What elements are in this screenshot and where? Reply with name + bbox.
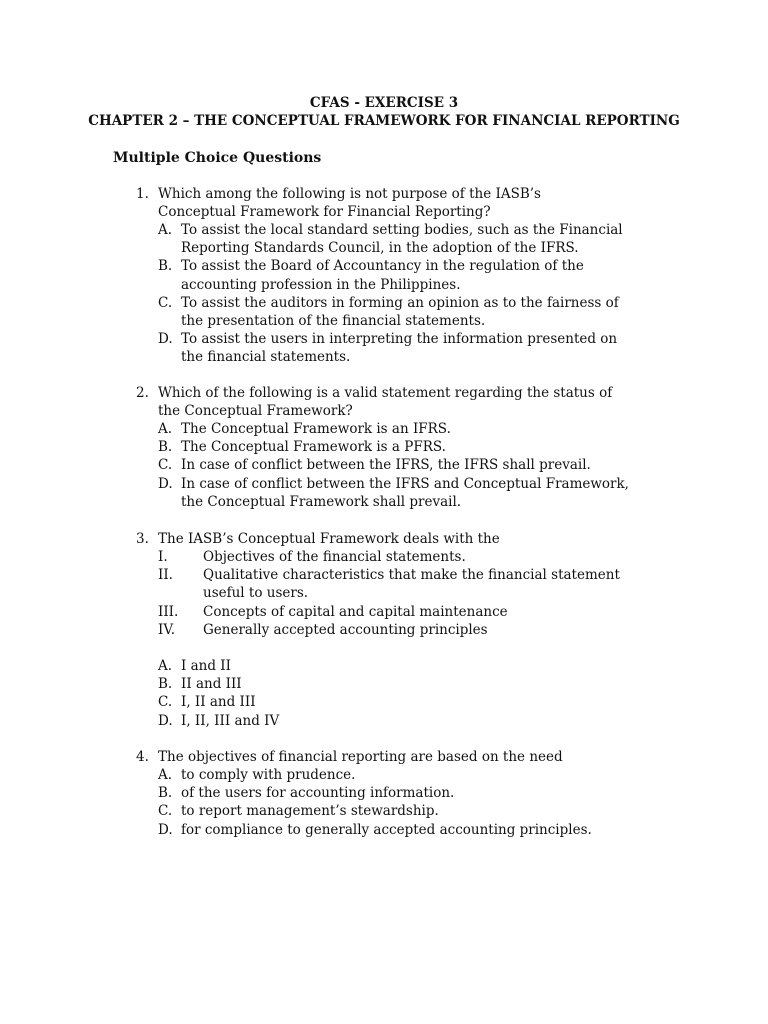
statement-item [0,566,768,602]
question-number: 3. [136,531,149,547]
statement-item [0,621,768,639]
statement-item [0,548,768,566]
choice-text: to comply with prudence. [181,767,356,783]
choice-item [0,475,768,511]
question-text: The objectives of financial reporting are based on the need [158,749,563,765]
statement-numeral: II. [158,567,173,584]
choice-item [0,821,768,839]
choice-letter: A. [158,421,173,437]
choice-letter: C. [158,457,173,474]
choice-letter: B. [158,785,173,802]
choice-item [0,257,768,293]
choice-letter: C. [158,803,173,820]
statement-numeral: I. [158,549,168,565]
question-1-choices [0,221,768,367]
choice-text: To assist the users in interpreting the information presented on the financial statements. [181,331,618,366]
choice-text: I and II [181,658,231,674]
statement-numeral: IV. [158,621,176,638]
choice-text: To assist the auditors in forming an opinion as to the fairness of the presentation of the financial statements. [181,294,619,330]
question-2-choices [0,420,768,511]
choice-letter: D. [158,331,173,348]
question-text: The IASB’s Conceptual Framework deals with the [158,531,500,547]
choice-letter: B. [158,439,173,456]
question-number: 4. [136,749,149,765]
choice-text: II and III [181,676,242,693]
question-text: Which of the following is a valid statement regarding the status of the Conceptual Framework? [158,385,613,420]
choice-text: In case of conflict between the IFRS, the IFRS shall prevail. [181,457,591,474]
statement-text: Objectives of the financial statements. [203,549,466,565]
choice-letter: A. [158,222,173,238]
question-number: 1. [136,186,149,202]
statement-text: Concepts of capital and capital maintenance [203,603,508,620]
choice-letter: B. [158,676,173,693]
choice-item [0,766,768,784]
choice-letter: C. [158,694,173,711]
section-heading: Multiple Choice Questions [113,150,322,166]
choice-text: The Conceptual Framework is an IFRS. [181,421,451,437]
statement-item [0,603,768,621]
document-title: CFAS - EXERCISE 3 [309,95,459,111]
choice-letter: A. [158,767,173,783]
choice-item [0,420,768,438]
choice-item [0,675,768,693]
choice-item [0,330,768,366]
choice-item [0,802,768,820]
choice-item [0,784,768,802]
chapter-title: CHAPTER 2 – THE CONCEPTUAL FRAMEWORK FOR FINANCIAL REPORTING [88,113,680,129]
choice-item [0,221,768,257]
choice-letter: C. [158,294,173,311]
choice-item [0,657,768,675]
choice-text: In case of conflict between the IFRS and Conceptual Framework, the Conceptual Framework shall prevail. [181,475,629,510]
question-3-statements [0,548,768,639]
choice-text: To assist the Board of Accountancy in the regulation of the accounting profession in the Philippines. [181,258,584,293]
choice-letter: D. [158,821,173,838]
choice-text: I, II, III and IV [181,712,280,729]
statement-text: Generally accepted accounting principles [203,621,488,638]
choice-letter: D. [158,712,173,729]
statement-text: Qualitative characteristics that make the financial statement useful to users. [203,567,620,602]
choice-text: to report management’s stewardship. [181,803,439,820]
choice-letter: D. [158,475,173,492]
question-text: Which among the following is not purpose of the IASB’s Conceptual Framework for Financial Reporting? [158,186,541,221]
choice-text: The Conceptual Framework is a PFRS. [181,439,446,456]
choice-item [0,693,768,711]
choice-text: To assist the local standard setting bodies, such as the Financial Reporting Standards Council, in the adoption of the IFRS. [181,222,623,257]
choice-letter: A. [158,658,173,674]
choice-item [0,438,768,456]
choice-text: for compliance to generally accepted accounting principles. [181,821,592,838]
question-number: 2. [136,385,149,401]
choice-item [0,712,768,730]
statement-numeral: III. [158,603,179,620]
question-3-choices [0,657,768,730]
choice-item [0,294,768,330]
choice-item [0,456,768,474]
choice-text: I, II and III [181,694,256,711]
choice-text: of the users for accounting information. [181,785,455,802]
choice-letter: B. [158,258,173,275]
question-4-choices [0,766,768,839]
